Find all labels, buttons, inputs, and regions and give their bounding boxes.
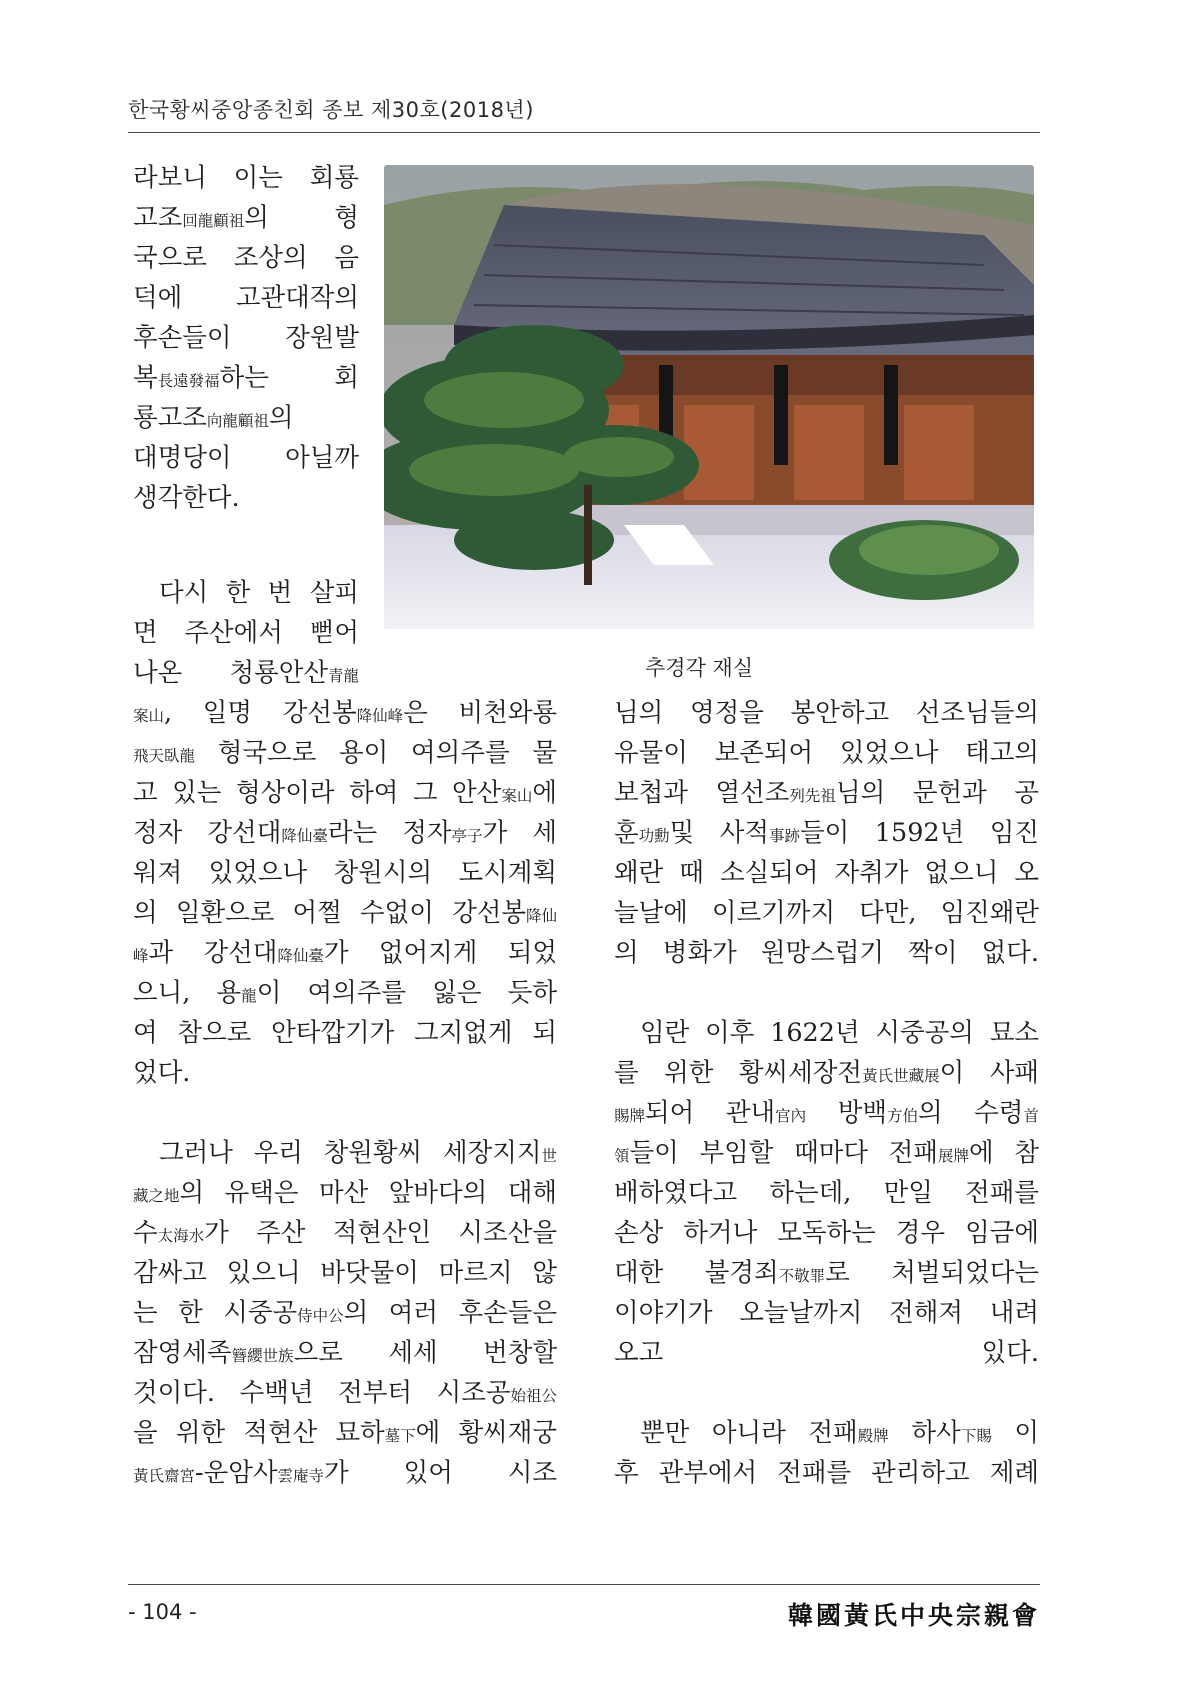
header-rule — [128, 132, 1040, 133]
text-line — [614, 1093, 1039, 1133]
text-word: 을 — [133, 1418, 158, 1448]
right-column-text — [614, 693, 1039, 1493]
text-word: 짝이 — [908, 938, 958, 968]
text-word: 봉안하고 — [790, 698, 890, 728]
left-column-bottom-text — [133, 693, 557, 1493]
text-word: 듯하 — [507, 978, 557, 1008]
text-line — [614, 1133, 1039, 1173]
text-line — [133, 278, 359, 318]
text-word: 장원발 — [285, 323, 359, 353]
text-word: 방백方伯의 — [837, 1098, 943, 1128]
text-word: 아닐까 — [285, 443, 359, 473]
text-word: 임진왜란 — [940, 898, 1039, 928]
text-word: 되 — [532, 1018, 557, 1048]
text-word: 안산案山에 — [452, 778, 557, 808]
text-word: 용龍이 — [216, 978, 282, 1008]
text-word: 정자亭子가 — [402, 818, 508, 848]
text-word: 태고의 — [965, 738, 1039, 768]
shrine-photo — [384, 165, 1034, 629]
text-word: 물 — [532, 738, 557, 768]
text-word: 훈功勳및 — [614, 818, 695, 848]
text-word: 청룡안산青龍 — [229, 658, 359, 688]
text-word: 전해져 — [889, 1298, 963, 1328]
text-word: 있으니 — [226, 1258, 301, 1288]
text-line — [614, 1013, 1039, 1053]
text-line — [614, 853, 1039, 893]
text-word: 후 — [614, 1458, 639, 1488]
text-word: 국으로 — [133, 243, 207, 273]
text-word: 없으니 — [924, 858, 999, 888]
text-word: 묘하墓下에 — [335, 1418, 441, 1448]
text-word: 배하였다고 — [614, 1178, 738, 1208]
text-word: 세세 — [388, 1338, 438, 1368]
text-word: 하사下賜 — [911, 1418, 992, 1448]
text-word: 바닷물이 — [320, 1258, 419, 1288]
text-word: 여 — [133, 1018, 158, 1048]
text-word: 보첩과 — [614, 778, 688, 808]
page-number: - 104 - — [128, 1600, 197, 1624]
text-line — [133, 973, 557, 1013]
text-word: 飛天臥龍 — [133, 747, 196, 765]
text-word: 생각한다. — [133, 483, 240, 513]
text-word: 전부터 — [338, 1378, 412, 1408]
text-word: 마르지 — [438, 1258, 513, 1288]
text-word: 案山, — [133, 698, 173, 728]
text-line — [133, 438, 359, 478]
text-word: 되었 — [507, 938, 557, 968]
text-word: 여러 — [388, 1298, 438, 1328]
text-word: 대명당이 — [133, 443, 232, 473]
text-word: 영정을 — [689, 698, 764, 728]
text-word: 회룡 — [309, 163, 359, 193]
text-word: 있는 — [172, 778, 222, 808]
text-word: 강선대降仙臺가 — [203, 938, 349, 968]
text-line — [133, 238, 359, 278]
text-line — [614, 1453, 1039, 1493]
text-word: 강선봉降仙峰은 — [282, 698, 428, 728]
text-word: 주산 — [256, 1218, 306, 1248]
text-word: 잠영세족簪纓世族으로 — [133, 1338, 343, 1368]
text-word: 전패展牌에 — [888, 1138, 994, 1168]
text-line — [133, 693, 557, 733]
text-word: 않 — [532, 1258, 557, 1288]
text-word: 세 — [532, 818, 557, 848]
text-line — [614, 1333, 1039, 1373]
text-line — [133, 198, 359, 238]
text-word: 대한 — [614, 1258, 664, 1288]
text-word: 그 — [412, 778, 438, 808]
text-word: 안타깝기가 — [271, 1018, 395, 1048]
text-word: 창원시의 — [333, 858, 433, 888]
text-line — [133, 478, 359, 518]
text-line — [133, 1333, 557, 1373]
text-word: 여의주를 — [307, 978, 407, 1008]
text-word: 회 — [334, 363, 359, 393]
text-word: 형상이라 — [235, 778, 335, 808]
text-word: 하거나 — [683, 1218, 758, 1248]
text-line — [133, 733, 557, 773]
text-word: 었다. — [133, 1058, 191, 1088]
text-word: 왜란 — [614, 858, 664, 888]
text-word: 없어지게 — [378, 938, 478, 968]
text-word: 주산에서 — [184, 618, 283, 648]
text-line — [133, 613, 359, 653]
text-line — [133, 1413, 557, 1453]
text-line — [133, 1173, 557, 1213]
text-word: 때마다 — [794, 1138, 869, 1168]
text-word: 유택은 — [224, 1178, 299, 1208]
text-word: 고 — [133, 778, 158, 808]
text-line — [614, 973, 1039, 1013]
text-word: 세장지지世 — [442, 1138, 557, 1168]
text-word: 한 — [225, 578, 251, 608]
text-word: 시조공始祖公 — [436, 1378, 557, 1408]
text-line — [133, 1053, 557, 1093]
text-line — [133, 1293, 557, 1333]
text-line — [133, 1133, 557, 1173]
text-word: 제례 — [989, 1458, 1039, 1488]
text-word: 룡고조向龍顧祖의 — [133, 403, 294, 433]
text-word: 살피 — [309, 578, 359, 608]
text-word: 없다. — [981, 938, 1039, 968]
text-word: 그러나 — [159, 1138, 233, 1168]
text-word: 고조回龍顧祖의 — [133, 203, 269, 233]
text-word: 사패 — [989, 1058, 1039, 1088]
text-line — [614, 773, 1039, 813]
text-line — [614, 1213, 1039, 1253]
text-line — [614, 933, 1039, 973]
text-word: 불경죄不敬罪로 — [704, 1258, 850, 1288]
text-word: 시조 — [507, 1458, 557, 1488]
text-word: 아니라 — [711, 1418, 786, 1448]
text-word: 의 — [133, 898, 158, 928]
text-word: 덕에 — [133, 283, 183, 313]
text-word: 관내官內 — [725, 1098, 807, 1128]
text-word: 앞바다의 — [388, 1178, 488, 1208]
text-word: 강선봉降仙 — [452, 898, 557, 928]
text-word: 열선조列先祖님의 — [715, 778, 886, 808]
text-word: 뿐만 — [640, 1418, 690, 1448]
text-line — [133, 653, 359, 693]
text-word: 참으로 — [177, 1018, 252, 1048]
text-word: 용이 — [339, 738, 389, 768]
text-word: 이르기까지 — [711, 898, 836, 928]
text-word: 여의주를 — [411, 738, 510, 768]
text-line — [133, 1373, 557, 1413]
text-word: 峰과 — [133, 938, 174, 968]
text-line — [614, 813, 1039, 853]
text-word: 의 — [614, 938, 639, 968]
text-line — [133, 853, 557, 893]
text-word: 복長遠發福하는 — [133, 363, 269, 393]
text-word: 사적事跡들이 — [719, 818, 850, 848]
text-word: 이는 — [233, 163, 283, 193]
text-word: 때 — [679, 858, 704, 888]
text-word: 정자 — [133, 818, 183, 848]
text-word: 강선대降仙臺라는 — [207, 818, 378, 848]
text-word: 으니, — [133, 978, 191, 1008]
text-line — [133, 813, 557, 853]
text-word: 공 — [1014, 778, 1039, 808]
text-line — [133, 398, 359, 438]
text-word: 임란 — [640, 1018, 690, 1048]
text-word: 시중공의 — [875, 1018, 974, 1048]
text-word: 번창할 — [483, 1338, 557, 1368]
text-word: 藏之地의 — [133, 1178, 205, 1208]
text-line — [133, 1093, 557, 1133]
text-word: 있었으나 — [839, 738, 939, 768]
text-word: 창원황씨 — [323, 1138, 423, 1168]
text-line — [614, 693, 1039, 733]
text-word: 참 — [1014, 1138, 1039, 1168]
text-word: 임금에 — [965, 1218, 1039, 1248]
text-word: 있다. — [981, 1338, 1039, 1368]
text-word: 보존되어 — [714, 738, 814, 768]
page-header: 한국황씨중앙종친회 종보 제30호(2018년) — [128, 98, 534, 122]
text-word: 다만, — [859, 898, 917, 928]
text-word: 고관대작의 — [235, 283, 359, 313]
text-word: 1622년 — [770, 1018, 860, 1048]
text-word: 라보니 — [133, 163, 207, 193]
text-word: 후손들은 — [458, 1298, 557, 1328]
text-word: 손상 — [614, 1218, 664, 1248]
text-word: 領들이 — [614, 1138, 679, 1168]
text-word: 수령首 — [974, 1098, 1039, 1128]
text-word: 위한 — [664, 1058, 714, 1088]
text-word: 한 — [178, 1298, 203, 1328]
text-word: 만일 — [883, 1178, 933, 1208]
text-line — [614, 733, 1039, 773]
text-word: 는 — [133, 1298, 158, 1328]
text-word: 있어 — [403, 1458, 453, 1488]
text-line — [133, 318, 359, 358]
left-column-mid-text — [133, 573, 359, 693]
text-line — [614, 1373, 1039, 1413]
text-word: 전패를 — [777, 1458, 852, 1488]
text-word: 오고 — [614, 1338, 664, 1368]
text-word: 관리하고 — [871, 1458, 970, 1488]
text-word: 번 — [267, 578, 293, 608]
org-name: 韓國黃氏中央宗親會 — [787, 1601, 1040, 1630]
text-word: 황씨재궁 — [458, 1418, 557, 1448]
text-word: 묘소 — [989, 1018, 1039, 1048]
text-line — [133, 893, 557, 933]
text-word: 뻗어 — [309, 618, 359, 648]
text-word: 오 — [1014, 858, 1039, 888]
text-line — [133, 773, 557, 813]
text-word: 있었으나 — [208, 858, 308, 888]
text-word: 위한 — [175, 1418, 226, 1448]
text-word: 님의 — [614, 698, 664, 728]
text-word: 다시 — [159, 578, 209, 608]
text-word: 면 — [133, 618, 158, 648]
text-word: 나온 — [133, 658, 183, 688]
footer-rule — [128, 1584, 1040, 1585]
text-word: 황씨세장전黃氏世藏展이 — [738, 1058, 965, 1088]
text-word: 모독하는 — [777, 1218, 876, 1248]
text-word: 일명 — [202, 698, 253, 728]
text-word: 대해 — [507, 1178, 557, 1208]
text-word: 1592년 — [874, 818, 965, 848]
text-word: 늘날에 — [614, 898, 688, 928]
text-word: 조상의 — [233, 243, 308, 273]
text-word: 우리 — [253, 1138, 303, 1168]
text-line — [614, 1173, 1039, 1213]
text-word: 전패를 — [965, 1178, 1039, 1208]
text-word: 마산 — [318, 1178, 369, 1208]
text-word: 음 — [334, 243, 359, 273]
photo-caption: 추경각 재실 — [645, 656, 754, 680]
text-word: 시중공侍中公의 — [223, 1298, 369, 1328]
text-word: 적현산인 — [332, 1218, 432, 1248]
text-word: 소실되어 — [719, 858, 819, 888]
text-line — [133, 1453, 557, 1493]
text-word: 일환으로 — [175, 898, 275, 928]
text-word: 자취가 — [834, 858, 909, 888]
text-word: 비천와룡 — [458, 698, 557, 728]
text-word: 이야기가 — [614, 1298, 713, 1328]
text-word: 그지없게 — [414, 1018, 513, 1048]
text-word: 어쩔 — [292, 898, 342, 928]
text-word: 워져 — [133, 858, 183, 888]
text-word: 수太海水가 — [133, 1218, 229, 1248]
text-line — [133, 358, 359, 398]
text-word: 시조산을 — [458, 1218, 557, 1248]
text-line — [614, 1053, 1039, 1093]
text-word: 이후 — [705, 1018, 755, 1048]
text-word: 잃은 — [432, 978, 482, 1008]
text-line — [133, 1213, 557, 1253]
text-word: 수없이 — [359, 898, 434, 928]
text-word: 내려 — [989, 1298, 1039, 1328]
text-word: 유물이 — [614, 738, 688, 768]
text-word: 黃氏齋宮-운암사雲庵寺가 — [133, 1458, 349, 1488]
text-line — [133, 158, 359, 198]
text-word: 이 — [1014, 1418, 1039, 1448]
text-word: 선조님들의 — [915, 698, 1039, 728]
text-word: 원망스럽기 — [760, 938, 885, 968]
text-word: 것이다. — [133, 1378, 216, 1408]
text-line — [614, 1293, 1039, 1333]
text-line — [614, 1253, 1039, 1293]
text-line — [614, 893, 1039, 933]
text-line — [133, 1253, 557, 1293]
text-word: 부임할 — [699, 1138, 774, 1168]
text-line — [133, 573, 359, 613]
left-column-top-text — [133, 158, 359, 518]
text-word: 형국으로 — [217, 738, 317, 768]
text-word: 처벌되었다는 — [891, 1258, 1039, 1288]
text-word: 수백년 — [239, 1378, 314, 1408]
text-word: 경우 — [895, 1218, 946, 1248]
text-word: 감싸고 — [133, 1258, 207, 1288]
text-word: 賜牌되어 — [614, 1098, 695, 1128]
text-word: 임진 — [989, 818, 1039, 848]
text-word: 하여 — [349, 778, 399, 808]
text-word: 도시계획 — [458, 858, 557, 888]
text-word: 오늘날까지 — [739, 1298, 863, 1328]
text-word: 병화가 — [662, 938, 737, 968]
text-word: 관부에서 — [658, 1458, 758, 1488]
text-word: 전패殿牌 — [808, 1418, 889, 1448]
text-line — [614, 1413, 1039, 1453]
text-word: 후손들이 — [133, 323, 232, 353]
text-line — [133, 1013, 557, 1053]
text-line — [133, 933, 557, 973]
text-word: 를 — [614, 1058, 639, 1088]
text-word: 형 — [334, 203, 359, 233]
text-word: 적현산 — [243, 1418, 318, 1448]
text-word: 하는데, — [769, 1178, 852, 1208]
text-word: 문헌과 — [912, 778, 987, 808]
